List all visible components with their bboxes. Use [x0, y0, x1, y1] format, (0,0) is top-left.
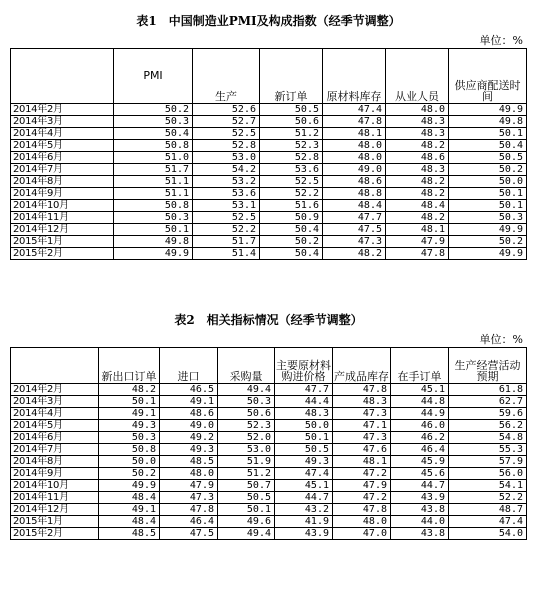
table-cell: 47.3: [160, 492, 218, 504]
table-cell: 49.3: [275, 456, 333, 468]
table-cell: 47.4: [323, 104, 386, 116]
table-cell: 50.0: [275, 420, 333, 432]
table-cell: 49.1: [160, 396, 218, 408]
table-cell: 57.9: [449, 456, 527, 468]
table-cell: 48.1: [323, 128, 386, 140]
table-cell: 47.4: [275, 468, 333, 480]
table2-header-new-export-orders: 新出口订单: [99, 348, 160, 384]
table-cell: 43.8: [391, 528, 449, 540]
table-cell: 48.6: [386, 152, 449, 164]
table-cell: 51.1: [114, 188, 193, 200]
row-label: 2014年4月: [11, 128, 114, 140]
table-cell: 47.3: [333, 408, 391, 420]
table-cell: 52.3: [260, 140, 323, 152]
table-cell: 50.5: [449, 152, 527, 164]
pmi-table: [10, 48, 527, 260]
table-cell: 48.0: [333, 516, 391, 528]
row-label: 2015年1月: [11, 516, 99, 528]
table-cell: 48.6: [160, 408, 218, 420]
table-cell: 47.6: [333, 444, 391, 456]
table1-header-raw-material-inventory: 原材料库存: [323, 77, 386, 104]
table2-header-business-expectations: 生产经营活动预期: [449, 348, 527, 384]
table-cell: 51.0: [114, 152, 193, 164]
table-cell: 52.6: [193, 104, 260, 116]
table-cell: 56.2: [449, 420, 527, 432]
table-row: [11, 504, 527, 516]
table-row: [11, 176, 527, 188]
row-label: 2014年7月: [11, 444, 99, 456]
table-cell: 50.1: [449, 200, 527, 212]
table-cell: 47.9: [160, 480, 218, 492]
table-cell: 50.1: [99, 396, 160, 408]
table-cell: 53.0: [218, 444, 275, 456]
row-label: 2014年11月: [11, 492, 99, 504]
table-cell: 48.1: [333, 456, 391, 468]
table-cell: 47.9: [386, 236, 449, 248]
table-cell: 45.6: [391, 468, 449, 480]
table-cell: 45.1: [275, 480, 333, 492]
table-cell: 50.3: [99, 432, 160, 444]
table-cell: 52.8: [260, 152, 323, 164]
table-cell: 45.9: [391, 456, 449, 468]
table-cell: 50.6: [260, 116, 323, 128]
table-cell: 48.3: [333, 396, 391, 408]
table-cell: 52.7: [193, 116, 260, 128]
table-cell: 51.2: [218, 468, 275, 480]
table-cell: 48.7: [449, 504, 527, 516]
table-row: [11, 236, 527, 248]
table-cell: 50.2: [449, 236, 527, 248]
table-cell: 50.5: [260, 104, 323, 116]
table-cell: 51.7: [114, 164, 193, 176]
table-cell: 47.0: [333, 528, 391, 540]
row-label: 2014年12月: [11, 504, 99, 516]
row-label: 2014年10月: [11, 200, 114, 212]
table-cell: 50.1: [218, 504, 275, 516]
table-cell: 50.2: [99, 468, 160, 480]
table-cell: 52.5: [193, 212, 260, 224]
table1-header-new-orders: 新订单: [260, 77, 323, 104]
table-cell: 44.7: [275, 492, 333, 504]
table-cell: 61.8: [449, 384, 527, 396]
table-row: [11, 116, 527, 128]
row-label: 2015年2月: [11, 248, 114, 260]
table-cell: 48.2: [386, 176, 449, 188]
table-cell: 49.3: [99, 420, 160, 432]
table-cell: 50.3: [114, 212, 193, 224]
table-cell: 50.4: [260, 248, 323, 260]
table-cell: 54.2: [193, 164, 260, 176]
table-cell: 48.3: [386, 116, 449, 128]
table-cell: 50.2: [114, 104, 193, 116]
table-cell: 48.5: [160, 456, 218, 468]
table-row: [11, 224, 527, 236]
table-cell: 48.0: [323, 152, 386, 164]
table-cell: 52.5: [193, 128, 260, 140]
row-label: 2014年12月: [11, 224, 114, 236]
table1-unit: 单位：%: [479, 34, 523, 47]
table-cell: 49.9: [114, 248, 193, 260]
table-cell: 50.7: [218, 480, 275, 492]
table-cell: 48.2: [323, 248, 386, 260]
table-cell: 47.7: [275, 384, 333, 396]
table-cell: 44.7: [391, 480, 449, 492]
table-cell: 43.8: [391, 504, 449, 516]
table-cell: 47.1: [333, 420, 391, 432]
table-cell: 47.8: [160, 504, 218, 516]
table-cell: 54.1: [449, 480, 527, 492]
table-cell: 49.9: [449, 104, 527, 116]
related-indicators-table: [10, 347, 527, 540]
table-cell: 50.1: [114, 224, 193, 236]
table-cell: 49.9: [449, 248, 527, 260]
table-row: [11, 420, 527, 432]
table-cell: 49.4: [218, 384, 275, 396]
table-row: [11, 492, 527, 504]
row-label: 2014年9月: [11, 188, 114, 200]
table-cell: 48.0: [323, 140, 386, 152]
row-label: 2014年5月: [11, 420, 99, 432]
table-cell: 51.6: [260, 200, 323, 212]
table-row: [11, 480, 527, 492]
table-cell: 44.9: [391, 408, 449, 420]
table-cell: 55.3: [449, 444, 527, 456]
table-cell: 51.7: [193, 236, 260, 248]
table-cell: 47.8: [323, 116, 386, 128]
table-cell: 59.6: [449, 408, 527, 420]
table-row: [11, 528, 527, 540]
table2-header-finished-goods-inventory: 产成品库存: [333, 348, 391, 384]
table-cell: 47.7: [323, 212, 386, 224]
table-cell: 45.1: [391, 384, 449, 396]
table-cell: 50.4: [449, 140, 527, 152]
table-cell: 52.3: [218, 420, 275, 432]
table-cell: 54.8: [449, 432, 527, 444]
table-cell: 44.8: [391, 396, 449, 408]
table-cell: 46.4: [391, 444, 449, 456]
table-cell: 49.0: [160, 420, 218, 432]
row-label: 2014年6月: [11, 432, 99, 444]
table-cell: 53.6: [260, 164, 323, 176]
table-cell: 49.3: [160, 444, 218, 456]
table-cell: 49.1: [99, 408, 160, 420]
table-row: [11, 128, 527, 140]
table-cell: 52.2: [193, 224, 260, 236]
table-cell: 49.2: [160, 432, 218, 444]
table1-header-supplier-delivery-time: 供应商配送时间: [449, 77, 527, 104]
table-cell: 43.9: [275, 528, 333, 540]
table-row: [11, 248, 527, 260]
table-cell: 49.0: [323, 164, 386, 176]
table-cell: 41.9: [275, 516, 333, 528]
table2-header-purchase-quantity: 采购量: [218, 348, 275, 384]
table-cell: 52.5: [260, 176, 323, 188]
table1-header-pmi: PMI: [114, 49, 193, 104]
table-cell: 50.8: [99, 444, 160, 456]
table-row: [11, 104, 527, 116]
table-cell: 48.4: [323, 200, 386, 212]
table1-corner-cell: [11, 49, 114, 104]
table-cell: 47.2: [333, 468, 391, 480]
table-cell: 49.9: [449, 224, 527, 236]
table-cell: 51.2: [260, 128, 323, 140]
table-cell: 50.8: [114, 200, 193, 212]
table-cell: 50.2: [260, 236, 323, 248]
table-row: [11, 432, 527, 444]
table-cell: 47.3: [323, 236, 386, 248]
table-cell: 49.8: [449, 116, 527, 128]
table1-header-production: 生产: [193, 77, 260, 104]
row-label: 2014年4月: [11, 408, 99, 420]
table-cell: 52.0: [218, 432, 275, 444]
table-cell: 47.4: [449, 516, 527, 528]
table-cell: 48.3: [386, 128, 449, 140]
table-cell: 48.2: [386, 140, 449, 152]
table1-header-employment: 从业人员: [386, 77, 449, 104]
table-cell: 50.3: [114, 116, 193, 128]
table-cell: 56.0: [449, 468, 527, 480]
table-row: [11, 444, 527, 456]
table-cell: 50.9: [260, 212, 323, 224]
table-cell: 50.4: [114, 128, 193, 140]
table-cell: 48.0: [160, 468, 218, 480]
table-cell: 47.8: [333, 384, 391, 396]
row-label: 2014年8月: [11, 176, 114, 188]
table-cell: 44.4: [275, 396, 333, 408]
table-cell: 50.1: [449, 188, 527, 200]
row-label: 2014年7月: [11, 164, 114, 176]
row-label: 2014年3月: [11, 396, 99, 408]
table-cell: 49.8: [114, 236, 193, 248]
table-cell: 47.2: [333, 492, 391, 504]
table-cell: 46.5: [160, 384, 218, 396]
table-cell: 46.2: [391, 432, 449, 444]
table-cell: 48.2: [386, 212, 449, 224]
table-cell: 48.6: [323, 176, 386, 188]
table-row: [11, 212, 527, 224]
table-cell: 49.1: [99, 504, 160, 516]
table-cell: 53.2: [193, 176, 260, 188]
row-label: 2014年9月: [11, 468, 99, 480]
table2-unit: 单位：%: [479, 333, 523, 346]
table-row: [11, 200, 527, 212]
row-label: 2015年1月: [11, 236, 114, 248]
table-cell: 50.5: [218, 492, 275, 504]
table-cell: 52.8: [193, 140, 260, 152]
table-cell: 50.6: [218, 408, 275, 420]
table-cell: 50.5: [275, 444, 333, 456]
table-cell: 54.0: [449, 528, 527, 540]
table-cell: 48.8: [323, 188, 386, 200]
table-row: [11, 456, 527, 468]
table-row: [11, 140, 527, 152]
table-cell: 62.7: [449, 396, 527, 408]
table-row: [11, 468, 527, 480]
table-cell: 51.9: [218, 456, 275, 468]
row-label: 2014年6月: [11, 152, 114, 164]
table-cell: 47.9: [333, 480, 391, 492]
table-cell: 52.2: [260, 188, 323, 200]
table-cell: 47.3: [333, 432, 391, 444]
table2-header-backlog-orders: 在手订单: [391, 348, 449, 384]
table-cell: 50.4: [260, 224, 323, 236]
table-row: [11, 396, 527, 408]
table-cell: 53.6: [193, 188, 260, 200]
table-cell: 50.0: [99, 456, 160, 468]
table-cell: 48.3: [386, 164, 449, 176]
table-cell: 49.4: [218, 528, 275, 540]
table-cell: 47.8: [386, 248, 449, 260]
row-label: 2014年3月: [11, 116, 114, 128]
table-cell: 48.1: [386, 224, 449, 236]
table-row: [11, 164, 527, 176]
table-cell: 47.5: [323, 224, 386, 236]
table1-title: 表1 中国制造业PMI及构成指数（经季节调整）: [136, 14, 401, 28]
table2-header-imports: 进口: [160, 348, 218, 384]
row-label: 2014年2月: [11, 384, 99, 396]
table2-header-input-prices: 主要原材料购进价格: [275, 348, 333, 384]
table-cell: 47.5: [160, 528, 218, 540]
table-cell: 48.2: [386, 188, 449, 200]
table-cell: 50.8: [114, 140, 193, 152]
table2-corner-cell: [11, 348, 99, 384]
table-row: [11, 188, 527, 200]
table-cell: 44.0: [391, 516, 449, 528]
table-cell: 48.0: [386, 104, 449, 116]
table-cell: 50.1: [275, 432, 333, 444]
table-cell: 50.3: [218, 396, 275, 408]
row-label: 2014年10月: [11, 480, 99, 492]
table-cell: 50.2: [449, 164, 527, 176]
table-cell: 51.4: [193, 248, 260, 260]
table-cell: 53.1: [193, 200, 260, 212]
table-cell: 50.0: [449, 176, 527, 188]
table-row: [11, 516, 527, 528]
table-cell: 43.9: [391, 492, 449, 504]
table-row: [11, 384, 527, 396]
table-row: [11, 408, 527, 420]
row-label: 2014年2月: [11, 104, 114, 116]
table-cell: 49.9: [99, 480, 160, 492]
table-cell: 48.2: [99, 384, 160, 396]
row-label: 2014年5月: [11, 140, 114, 152]
table-cell: 48.4: [99, 516, 160, 528]
table-cell: 48.4: [386, 200, 449, 212]
table-cell: 48.5: [99, 528, 160, 540]
table-cell: 46.4: [160, 516, 218, 528]
table-cell: 48.3: [275, 408, 333, 420]
table-cell: 48.4: [99, 492, 160, 504]
row-label: 2014年8月: [11, 456, 99, 468]
row-label: 2014年11月: [11, 212, 114, 224]
table-cell: 51.1: [114, 176, 193, 188]
table-cell: 43.2: [275, 504, 333, 516]
table-row: [11, 152, 527, 164]
table-cell: 52.2: [449, 492, 527, 504]
table-cell: 47.8: [333, 504, 391, 516]
table-cell: 49.6: [218, 516, 275, 528]
table-cell: 53.0: [193, 152, 260, 164]
table-cell: 50.3: [449, 212, 527, 224]
table-cell: 46.0: [391, 420, 449, 432]
row-label: 2015年2月: [11, 528, 99, 540]
table-cell: 50.1: [449, 128, 527, 140]
table2-title: 表2 相关指标情况（经季节调整）: [174, 313, 363, 327]
